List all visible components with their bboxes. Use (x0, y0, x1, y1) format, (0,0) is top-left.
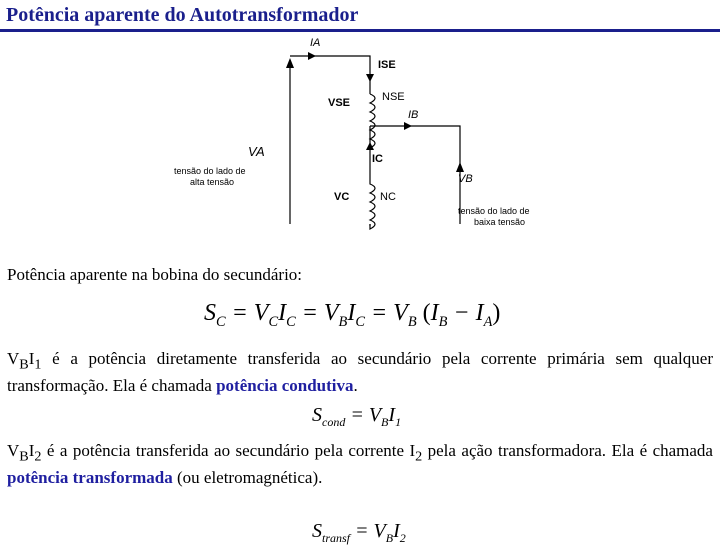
title-underline (0, 29, 720, 32)
paragraph-transformed: $V_BI_2$ é a potência transferida ao secundário pela corrente $I_2$ pela ação transformadora. Ela é chamada potência transformada (ou eletromagnética). (7, 441, 713, 488)
ia-arrowhead (308, 52, 316, 60)
label-ise: ISE (378, 59, 396, 71)
highlight-conductive: potência condutiva (216, 376, 354, 396)
equation-scond: $S_{cond} = V_BI_1$ (312, 404, 402, 429)
label-ic: IC (372, 153, 383, 165)
label-high-side-2: alta tensão (190, 177, 235, 187)
va-arrowhead (286, 58, 294, 68)
series-coil (370, 94, 375, 148)
paragraph-conductive: $V_BI_1$ é a potência diretamente transferida ao secundário pela corrente primária sem qualquer transformação. Ela é chamada potência condutiva. (7, 349, 713, 396)
equation-stransf: $S_{transf} = V_BI_2$ (312, 520, 406, 545)
intro-text: Potência aparente na bobina do secundário: (7, 265, 303, 284)
label-ia: IA (310, 37, 321, 49)
equation-sc: $S_C = V_CI_C = V_BI_C = V_B$ $(I_B - I_A)$ (204, 300, 501, 330)
label-vb: VB (458, 173, 473, 185)
label-low-side-1: tensão do lado de (458, 206, 530, 216)
label-nse: NSE (382, 91, 405, 103)
label-high-side-1: tensão do lado de (174, 166, 246, 176)
label-vc: VC (334, 191, 350, 203)
label-ib: IB (408, 109, 419, 121)
ib-arrowhead (404, 122, 412, 130)
vb-arrowhead (456, 162, 464, 172)
slide-title: Potência aparente do Autotransformador (6, 4, 359, 26)
ise-arrowhead (366, 74, 374, 82)
label-va: VA (248, 144, 265, 159)
label-nc: NC (380, 191, 396, 203)
top-wire (290, 56, 370, 94)
highlight-transformed: potência transformada (7, 468, 173, 488)
common-coil (370, 168, 375, 229)
label-vse: VSE (328, 97, 351, 109)
label-low-side-2: baixa tensão (474, 217, 526, 227)
autotransformer-diagram (160, 34, 580, 234)
